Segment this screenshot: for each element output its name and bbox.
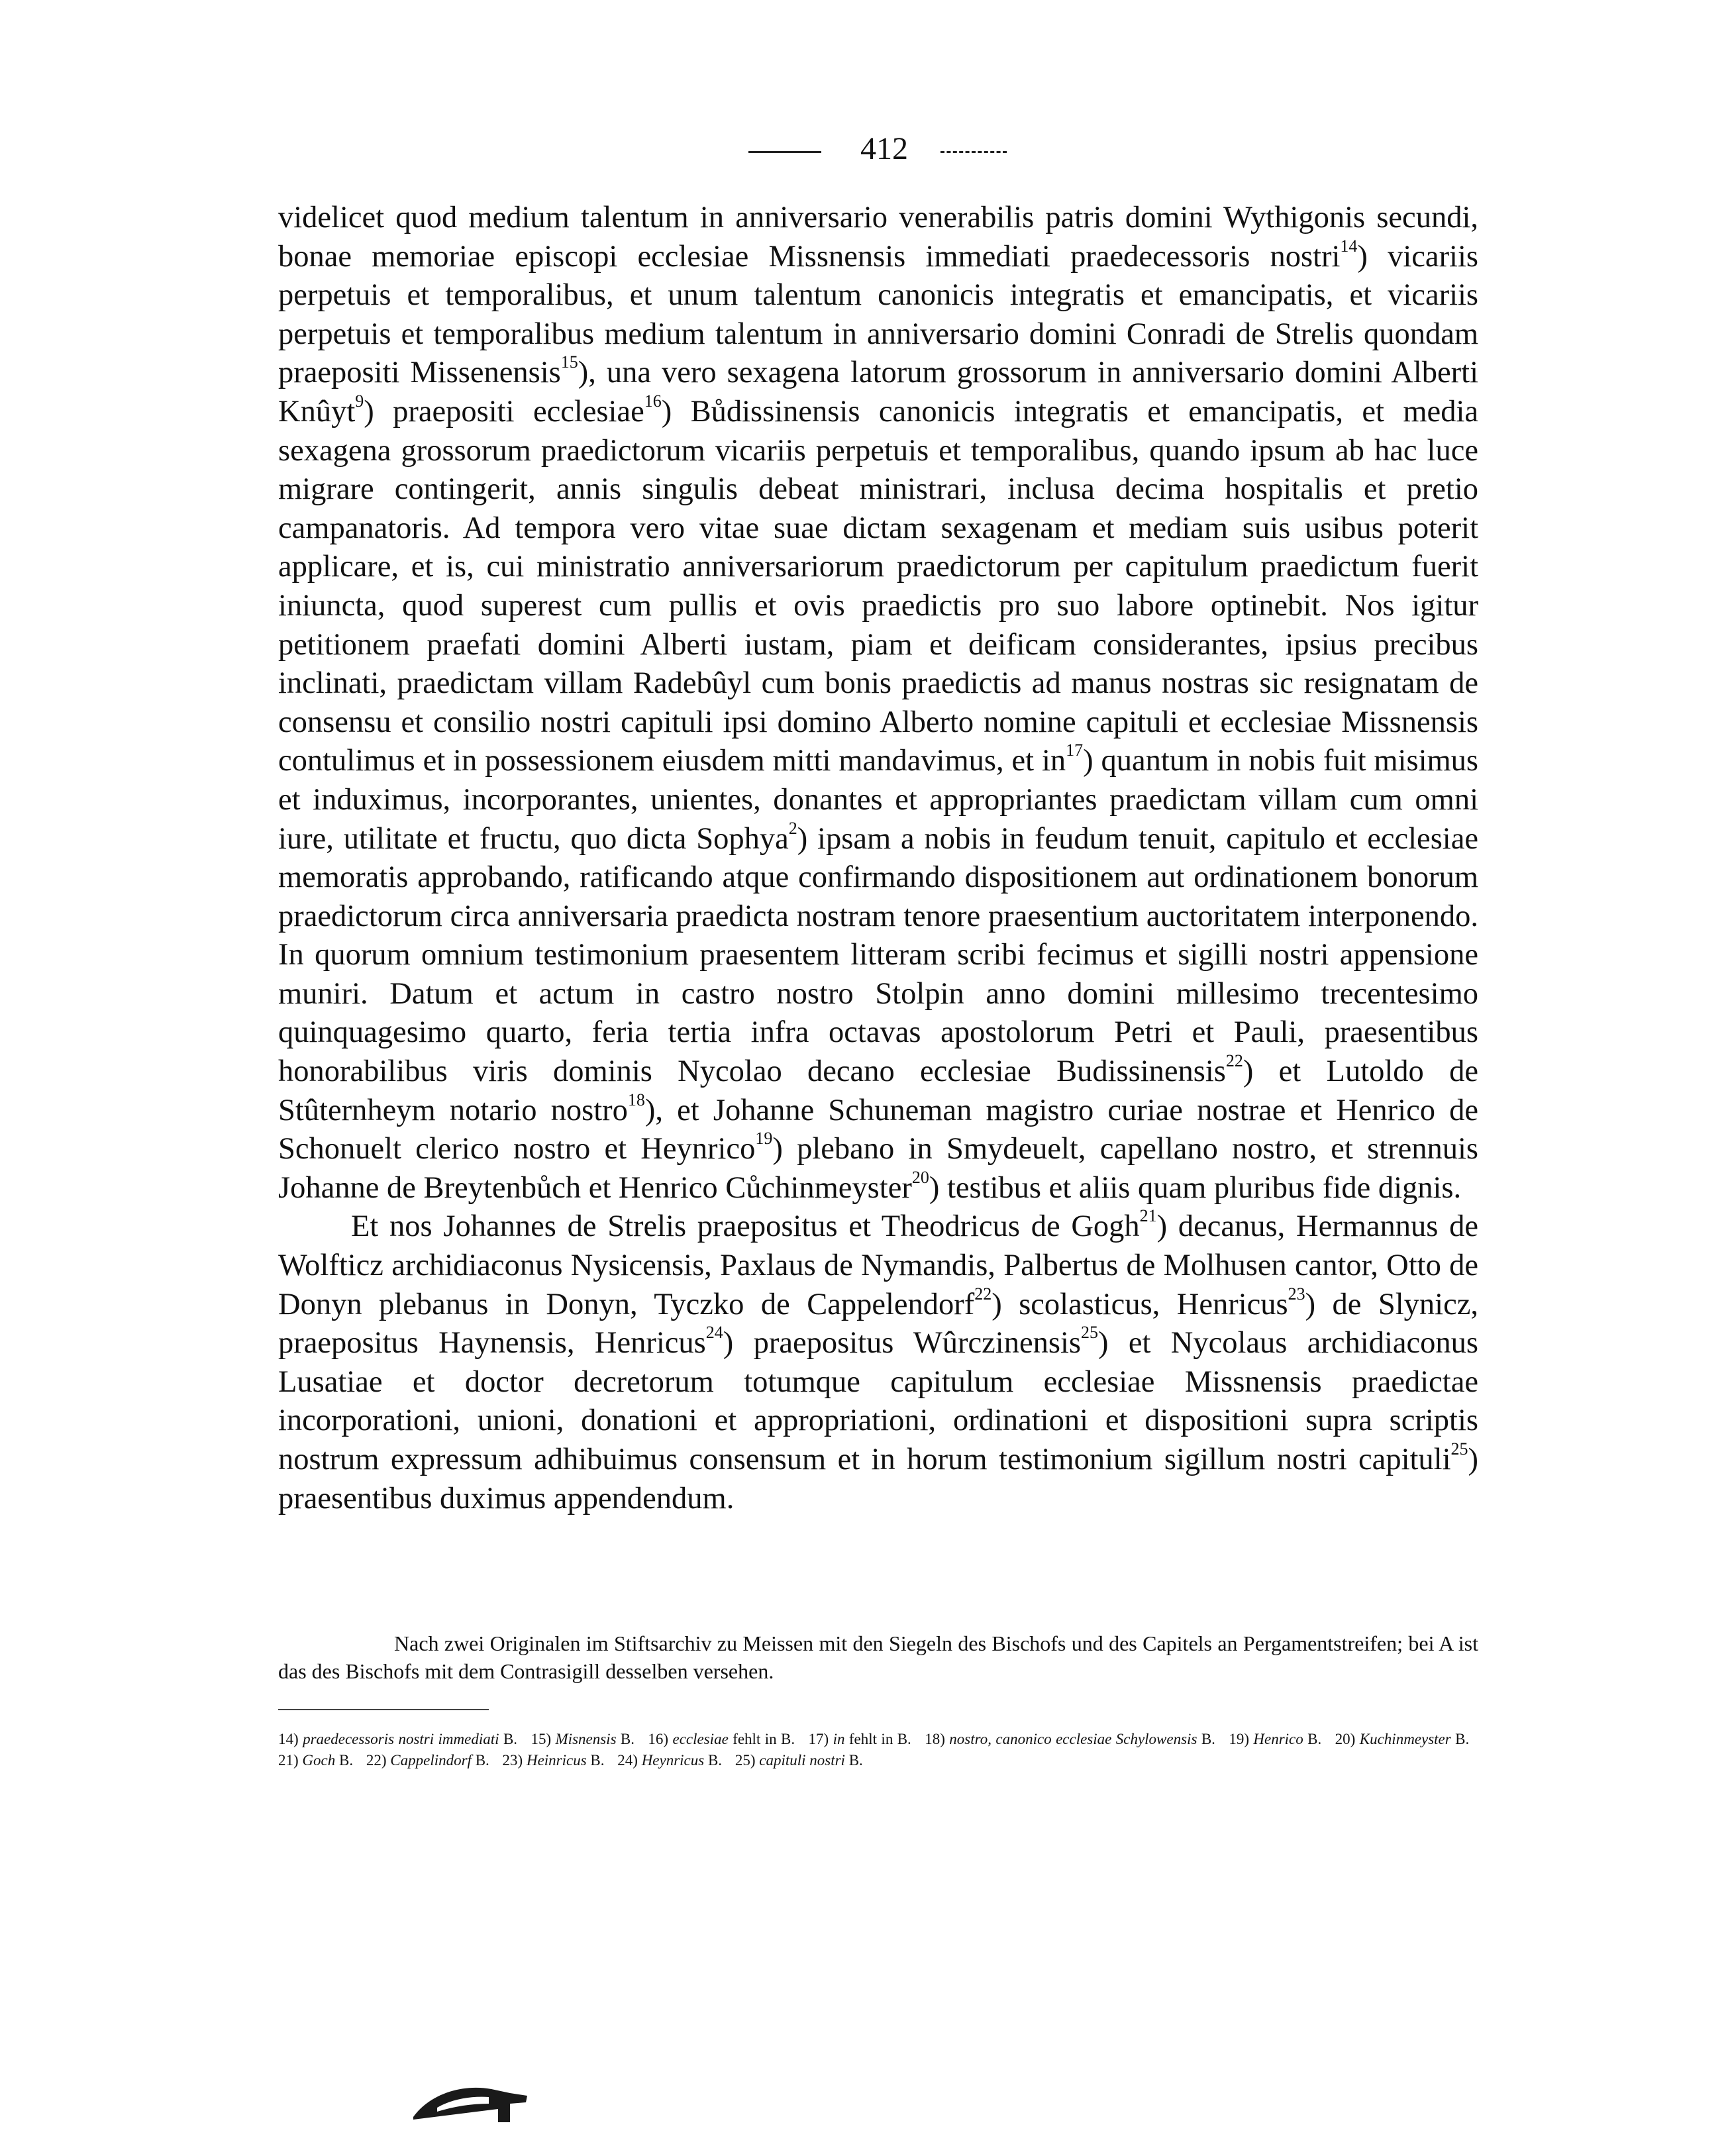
header-rule-left [748,151,821,153]
footnote-ref: 22 [1225,1051,1243,1070]
footnote-item [1229,1731,1321,1747]
text-run: ) praepositi ecclesiae [364,394,644,429]
footnote-siglum: B. [339,1752,354,1769]
footnote-siglum: B. [1201,1731,1215,1747]
footnote-siglum: fehlt in B. [848,1731,911,1747]
footnote-siglum: B. [475,1752,489,1769]
text-run: ) quantum in nobis fuit misimus et induximus, incorporantes, unientes, donantes et appropriantes praedictam villam cum omni iure, utilitate et fructu, quo dicta Sophya [278,744,1479,856]
footnote-reading: praedecessoris nostri immediati [303,1731,499,1747]
text-run: ) de Slynicz, praepositus Haynensis, Henricus [278,1287,1478,1360]
footnote-ref: 15 [560,352,578,372]
footnote-reading: Heinricus [526,1752,587,1769]
scan-artifact-mark [411,2073,530,2126]
text-run: ) et Nycolaus archidiaconus Lusatiae et doctor decretorum totumque capitulum ecclesiae Missnensis praedictae incorporationi, unioni, donationi et appropriationi, ordinationi et dispositioni supra scriptis nostrum expressum adhibuimus consensum et in horum testimonium sigillum nostri capituli [278,1326,1478,1476]
footnote-reading: Henrico [1253,1731,1303,1747]
text-run: ) vicariis perpetuis et temporalibus, et unum talentum canonicis integratis et emancipatis, et vicariis perpetuis et temporalibus medium talentum in anniversario domini Conradi de Strelis quondam praepositi Missenensis [278,239,1478,390]
footnote-number: 15) [531,1731,552,1747]
charter-text [278,199,1478,1518]
footnote-item [925,1731,1215,1747]
footnote-reading: in [833,1731,845,1747]
footnote-siglum: B. [1307,1731,1322,1747]
footnote-number: 25) [735,1752,756,1769]
charter-paragraph-2 [278,1207,1478,1518]
footnote-item [503,1752,605,1769]
text-run: ), una vero sexagena latorum grossorum in anniversario domini Alberti Knûyt [278,356,1478,429]
footnote-ref: 14 [1340,236,1358,256]
footnote-separator [278,1709,489,1710]
footnote-ref: 18 [627,1090,645,1109]
footnote-item [278,1752,353,1769]
text-run: Et nos Johannes de Strelis praepositus et Theodricus de Gogh [351,1209,1140,1244]
text-run: ), et Johanne Schuneman magistro curiae nostrae et Henrico de Schonuelt clerico nostro et Heynrico [278,1093,1478,1166]
footnote-ref: 9 [355,391,364,411]
header-rule-right [940,151,1007,153]
footnote-item [1335,1731,1470,1747]
text-run: ) plebano in Smydeuelt, capellano nostro, et strennuis Johanne de Breytenbůch et Henrico Cůchinmeyster [278,1132,1478,1205]
footnote-ref: 20 [911,1167,929,1187]
footnote-list [278,1729,1478,1771]
page-header [0,126,1728,172]
footnote-reading: capituli nostri [759,1752,845,1769]
footnote-siglum: fehlt in B. [733,1731,795,1747]
footnote-reading: nostro, canonico ecclesiae Schylowensis [949,1731,1197,1747]
source-note [278,1629,1478,1685]
footnote-reading: Misnensis [555,1731,617,1747]
footnote-number: 21) [278,1752,299,1769]
text-run: ) et Lutoldo de Stûternheym notario nostro [278,1054,1478,1127]
text-run: ) Bůdissinensis canonicis integratis et emancipatis, et media sexagena grossorum praedictorum vicariis perpetuis et temporalibus, quando ipsum ab hac luce migrare contingerit, annis singulis debeat ministrari, inclusa decima hospitalis et pretio campanatoris. Ad tempora vero vitae suae dictam sexagenam et mediam suis usibus poterit applicare, et is, cui ministratio anniversariorum praedictorum per capitulum praedictum fuerit iniuncta, quod superest cum pullis et ovis praedictis pro suo labore optinebit. Nos igitur petitionem praefati domini Alberti iustam, piam et deificam considerantes, ipsius precibus inclinati, praedictam villam Radebûyl cum bonis praedictis ad manus nostras sic resignatam de consensu et consilio nostri capituli ipsi domino Alberto nomine capituli et ecclesiae Missnensis contulimus et in possessionem eiusdem mitti mandavimus, et in [278,394,1479,778]
text-run: ) scolasticus, Henricus [991,1287,1288,1321]
footnote-reading: Goch [302,1752,336,1769]
footnote-ref: 23 [1288,1284,1305,1304]
footnote-number: 20) [1335,1731,1356,1747]
footnotes [278,1729,1478,1771]
footnote-number: 18) [925,1731,945,1747]
footnote-ref: 24 [705,1323,723,1343]
footnote-number: 17) [808,1731,829,1747]
footnote-ref: 25 [1450,1439,1468,1459]
footnote-number: 24) [617,1752,638,1769]
footnote-ref: 17 [1066,741,1084,760]
footnote-item [531,1731,635,1747]
charter-paragraph-1 [278,199,1478,1207]
footnote-ref: 16 [644,391,662,411]
footnote-siglum: B. [707,1752,723,1769]
text-run: videlicet quod medium talentum in anniversario venerabilis patris domini Wythigonis secundi, bonae memoriae episcopi ecclesiae Missnensis immediati praedecessoris nostri [278,201,1478,274]
text-run: ) testibus et aliis quam pluribus fide dignis. [929,1170,1462,1205]
footnote-item [809,1731,911,1747]
footnote-ref: 19 [755,1129,773,1149]
footnote-reading: Heynricus [641,1752,705,1769]
footnote-item [617,1752,722,1769]
footnote-item [648,1731,795,1747]
source-note-text: Nach zwei Originalen im Stiftsarchiv zu Meissen mit den Siegeln des Bischofs und des Capitels an Pergamentstreifen; bei A ist das des Bischofs mit dem Contrasigill desselben versehen. [278,1631,1478,1683]
footnote-item [735,1752,863,1769]
footnote-ref: 21 [1139,1206,1157,1226]
text-run: ) decanus, Hermannus de Wolfticz archidiaconus Nysicensis, Paxlaus de Nymandis, Palbertus de Molhusen cantor, Otto de Donyn plebanus in Donyn, Tyczko de Cappelendorf [278,1209,1479,1321]
footnote-ref: 25 [1080,1323,1098,1343]
footnote-number: 14) [278,1731,299,1747]
footnote-ref: 22 [974,1284,992,1304]
footnote-siglum: B. [848,1752,863,1769]
footnote-number: 23) [502,1752,523,1769]
footnote-siglum: B. [1455,1731,1470,1747]
footnote-item [278,1731,517,1747]
text-run: ) praesentibus duximus appendendum. [278,1443,1478,1515]
footnote-number: 22) [366,1752,387,1769]
text-run: ) ipsam a nobis in feudum tenuit, capitulo et ecclesiae memoratis approbando, ratificando atque confirmando dispositionem aut ordinationem bonorum praedictorum circa anniversaria praedicta nostram tenore praesentium auctoritatem interponendo. In quorum omnium testimonium praesentem litteram scribi fecimus et sigilli nostri appensione muniri. Datum et actum in castro nostro Stolpin anno domini millesimo trecentesimo quinquagesimo quarto, feria tertia infra octavas apostolorum Petri et Pauli, praesentibus honorabilibus viris dominis Nycolao decano ecclesiae Budissinensis [278,821,1478,1089]
footnote-reading: Kuchinmeyster [1359,1731,1451,1747]
footnote-siglum: B. [590,1752,605,1769]
footnote-number: 19) [1229,1731,1249,1747]
text-run: ) praepositus Wûrczinensis [723,1326,1081,1360]
footnote-number: 16) [648,1731,669,1747]
footnote-reading: ecclesiae [672,1731,729,1747]
footnote-siglum: B. [503,1731,518,1747]
footnote-ref: 2 [788,818,797,838]
footnote-reading: Cappelindorf [390,1752,472,1769]
page-number: 412 [860,131,908,166]
footnote-item [366,1752,489,1769]
footnote-siglum: B. [620,1731,635,1747]
